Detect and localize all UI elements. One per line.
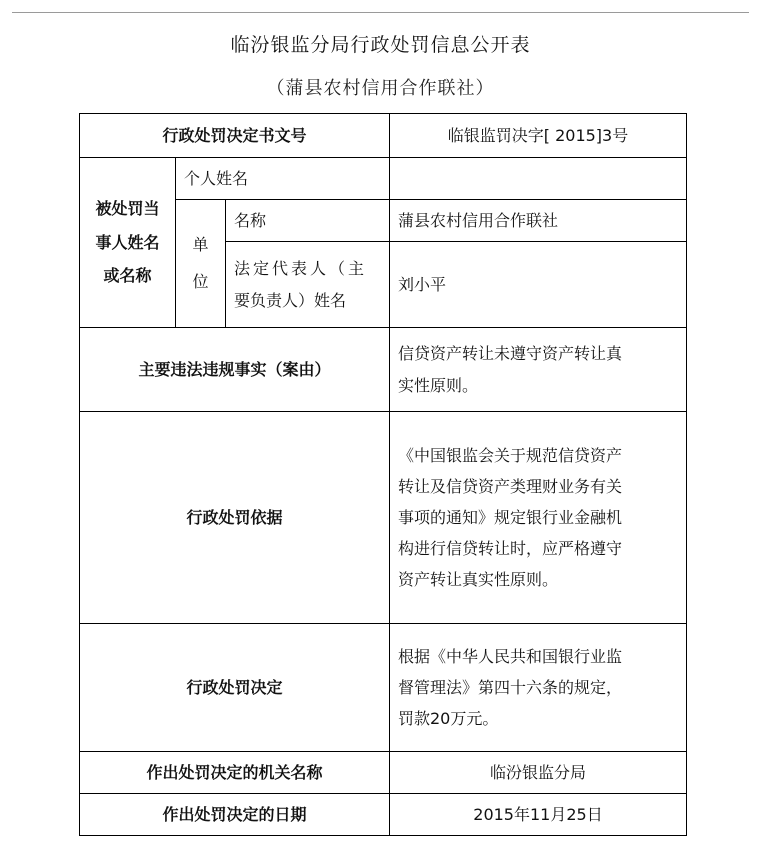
- party-label-line: 被处罚当: [95, 199, 160, 219]
- authority-value: 临汾银监分局: [390, 752, 687, 794]
- unit-label-line: 单: [192, 234, 209, 254]
- unit-label-line: 位: [192, 271, 209, 291]
- org-name-value: 蒲县农村信用合作联社: [390, 200, 687, 242]
- individual-name-label: 个人姓名: [176, 158, 390, 200]
- facts-value: [390, 328, 687, 412]
- page-subtitle: （蒲县农村信用合作联社）: [266, 78, 495, 99]
- penalty-info-table: [79, 113, 687, 836]
- decision-value-line: 罚款20万元。: [398, 709, 499, 729]
- page-title: 临汾银监分局行政处罚信息公开表: [230, 34, 531, 56]
- basis-label: 行政处罚依据: [80, 412, 390, 624]
- unit-label: [176, 200, 226, 328]
- basis-value-line: 资产转让真实性原则。: [398, 570, 559, 590]
- legal-rep-label-line: 法定代表人（主: [234, 259, 368, 279]
- table-row: [80, 794, 687, 836]
- date-label: 作出处罚决定的日期: [80, 794, 390, 836]
- doc-number-value: 临银监罚决字[ 2015]3号: [390, 114, 687, 158]
- facts-label: 主要违法违规事实（案由）: [80, 328, 390, 412]
- table-row: [80, 158, 687, 200]
- party-label-line: 或名称: [103, 266, 152, 286]
- facts-value-line: 信贷资产转让未遵守资产转让真: [398, 344, 623, 364]
- date-value: 2015年11月25日: [390, 794, 687, 836]
- table-row: [80, 114, 687, 158]
- decision-value-line: 根据《中华人民共和国银行业监: [398, 646, 623, 666]
- decision-value-line: 督管理法》第四十六条的规定，: [398, 677, 623, 697]
- table-row: [80, 624, 687, 752]
- basis-value: [390, 412, 687, 624]
- basis-value-line: 《中国银监会关于规范信贷资产: [398, 445, 623, 465]
- legal-rep-label: [226, 242, 390, 328]
- doc-number-label: 行政处罚决定书文号: [80, 114, 390, 158]
- top-divider: [12, 12, 749, 13]
- basis-value-line: 转让及信贷资产类理财业务有关: [398, 476, 623, 496]
- legal-rep-value: 刘小平: [390, 242, 687, 328]
- authority-label: 作出处罚决定的机关名称: [80, 752, 390, 794]
- table-row: [80, 328, 687, 412]
- decision-value: [390, 624, 687, 752]
- party-label-line: 事人姓名: [95, 232, 160, 252]
- basis-value-line: 事项的通知》规定银行业金融机: [398, 507, 623, 527]
- org-name-label: 名称: [226, 200, 390, 242]
- individual-name-value: [390, 158, 687, 200]
- basis-value-line: 构进行信贷转让时，应严格遵守: [398, 539, 623, 559]
- legal-rep-label-line: 要负责人）姓名: [234, 290, 347, 310]
- facts-value-line: 实性原则。: [398, 375, 479, 395]
- table-row: [80, 412, 687, 624]
- decision-label: 行政处罚决定: [80, 624, 390, 752]
- party-label: [80, 158, 176, 328]
- table-row: [80, 752, 687, 794]
